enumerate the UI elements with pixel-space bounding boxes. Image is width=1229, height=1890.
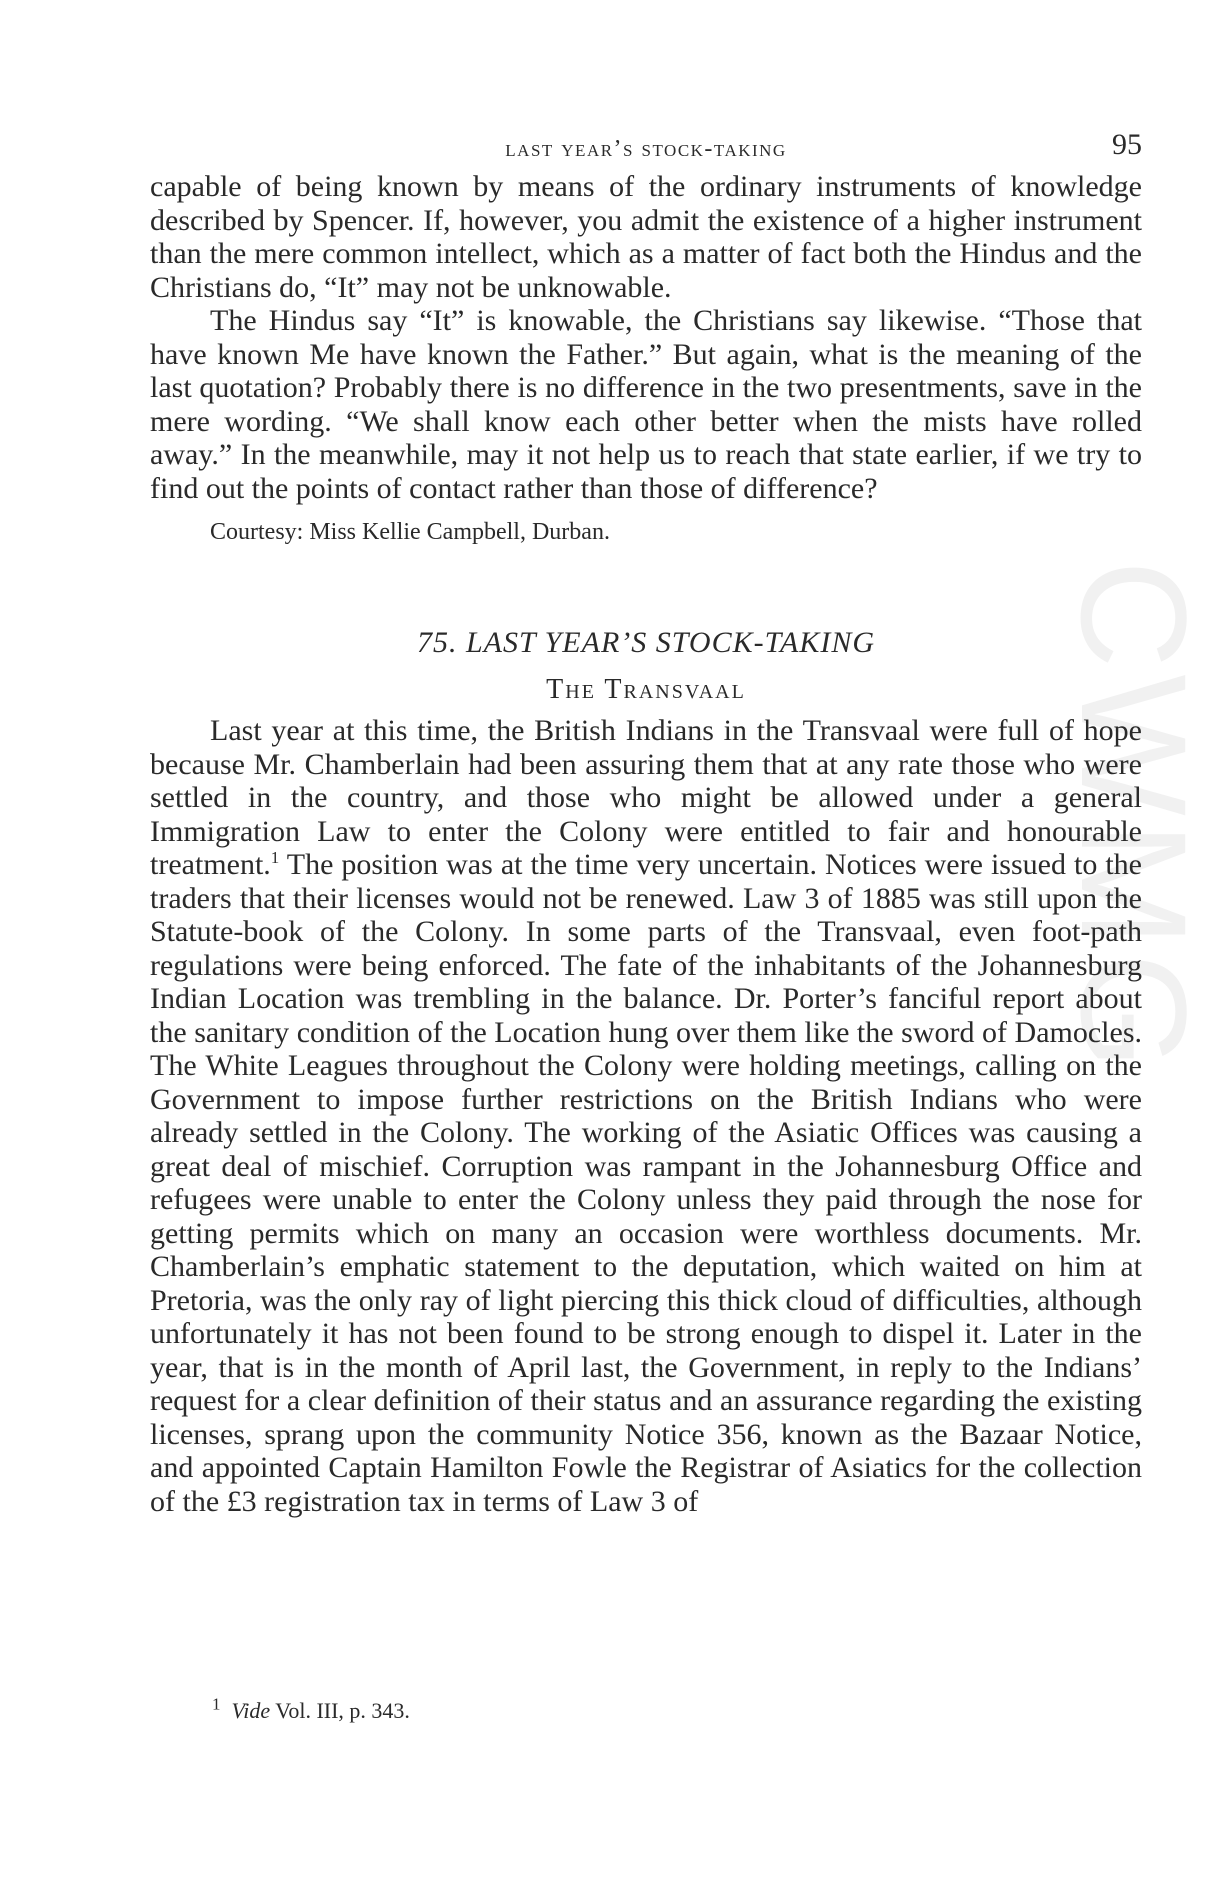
paragraph-transvaal-part-1: Last year at this time, the British Indians in the Transvaal were full of hope because Mr. Chamberlain had been assuring them that at any rate those who were settled in the country, and those who might be allowed under a general Immigration Law to enter the Colony were entitled to fair and honourable treatment. (150, 714, 1142, 881)
section-heading: The Transvaal (546, 674, 746, 705)
paragraph-transvaal (150, 714, 1142, 1518)
watermark: CWMG (1050, 560, 1218, 1076)
footnote-marker: 1 (270, 848, 280, 867)
chapter-title: 75. LAST YEAR’S STOCK-TAKING (416, 626, 876, 659)
footnote (212, 1694, 410, 1724)
footnote-vide: Vide (231, 1698, 271, 1723)
footnote-text: Vol. III, p. 343. (270, 1698, 410, 1723)
running-head (150, 120, 1142, 170)
footnote-number: 1 (212, 1694, 221, 1714)
paragraph-continued: capable of being known by means of the ordinary instruments of knowledge described by Spencer. If, however, you admit the existence of a higher instrument than the mere common intellect, which as a matter of fact both the Hindus and the Christians do, “It” may not be unknowable. (150, 170, 1142, 304)
paragraph-transvaal-part-2: The position was at the time very uncertain. Notices were issued to the traders that their licenses would not be renewed. Law 3 of 1885 was still upon the Statute-book of the Colony. In some parts of the Transvaal, even foot-path regulations were being enforced. The fate of the inhabitants of the Johannesburg Indian Location was trembling in the balance. Dr. Porter’s fanciful report about the sanitary condition of the Location hung over them like the sword of Damocles. The White Leagues throughout the Colony were holding meetings, calling on the Government to impose further restrictions on the British Indians who were already settled in the Colony. The working of the Asiatic Offices was causing a great deal of mischief. Corruption was rampant in the Johannesburg Office and refugees were unable to enter the Colony unless they paid through the nose for getting permits which on many an occasion were worthless documents. Mr. Chamberlain’s emphatic statement to the deputation, which waited on him at Pretoria, was the only ray of light piercing this thick cloud of difficulties, although unfortunately it has not been found to be strong enough to dispel it. Later in the year, that is in the month of April last, the Government, in reply to the Indians’ request for a clear definition of their status and an assurance regarding the existing licenses, sprang upon the community Notice 356, known as the Bazaar Notice, and appointed Captain Hamilton Fowle the Registrar of Asiatics for the collection of the £3 registration tax in terms of Law 3 of (150, 848, 1142, 1518)
book-page (150, 120, 1142, 1518)
paragraph-hindus-christians: The Hindus say “It” is knowable, the Christians say likewise. “Those that have known Me have known the Father.” But again, what is the meaning of the last quotation? Probably there is no difference in the two presentments, save in the mere wording. “We shall know each other better when the mists have rolled away.” In the meanwhile, may it not help us to reach that state earlier, if we try to find out the points of contact rather than those of difference? (150, 304, 1142, 505)
running-title: last year’s stock-taking (505, 136, 787, 162)
courtesy-credit: Courtesy: Miss Kellie Campbell, Durban. (210, 519, 610, 545)
page-number: 95 (1112, 128, 1142, 161)
